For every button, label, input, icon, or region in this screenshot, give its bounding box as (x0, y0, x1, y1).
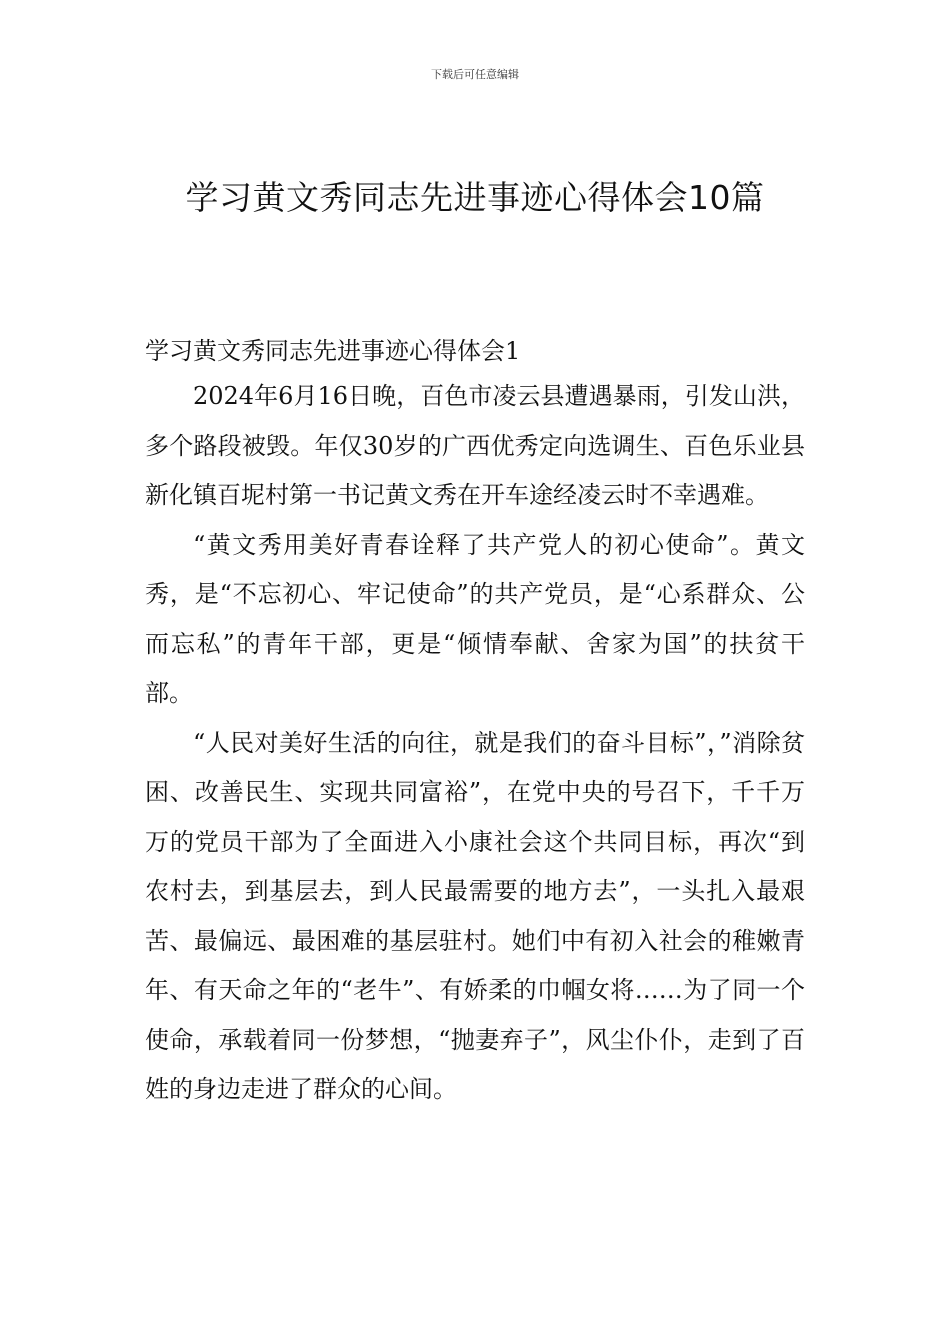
section-heading: 学习黄文秀同志先进事迹心得体会1 (145, 337, 521, 365)
paragraph-1: 2024年6月16日晚，百色市凌云县遭遇暴雨，引发山洪，多个路段被毁。年仅30岁的广西优秀定向选调生、百色乐业县新化镇百坭村第一书记黄文秀在开车途经凌云时不幸遇难。 (145, 382, 805, 509)
paragraph-3: “人民对美好生活的向往，就是我们的奋斗目标”，”消除贫困、改善民生、实现共同富裕”，在党中央的号召下，千千万万的党员干部为了全面进入小康社会这个共同目标，再次“到农村去，到基层去，到人民最需要的地方去”，一头扎入最艰苦、最偏远、最困难的基层驻村。她们中有初入社会的稚嫩青年、有天命之年的“老牛”、有娇柔的巾帼女将……为了同一个使命，承载着同一份梦想，“抛妻弃子”，风尘仆仆，走到了百姓的身边走进了群众的心间。 (145, 728, 805, 1103)
document-body (145, 330, 805, 1115)
header-note: 下载后可任意编辑 (431, 68, 519, 81)
document-title: 学习黄文秀同志先进事迹心得体会10篇 (185, 178, 765, 217)
paragraph-2: “黄文秀用美好青春诠释了共产党人的初心使命”。黄文秀，是“不忘初心、牢记使命”的共产党员，是“心系群众、公而忘私”的青年干部，更是“倾情奉献、舍家为国”的扶贫干部。 (145, 530, 805, 707)
